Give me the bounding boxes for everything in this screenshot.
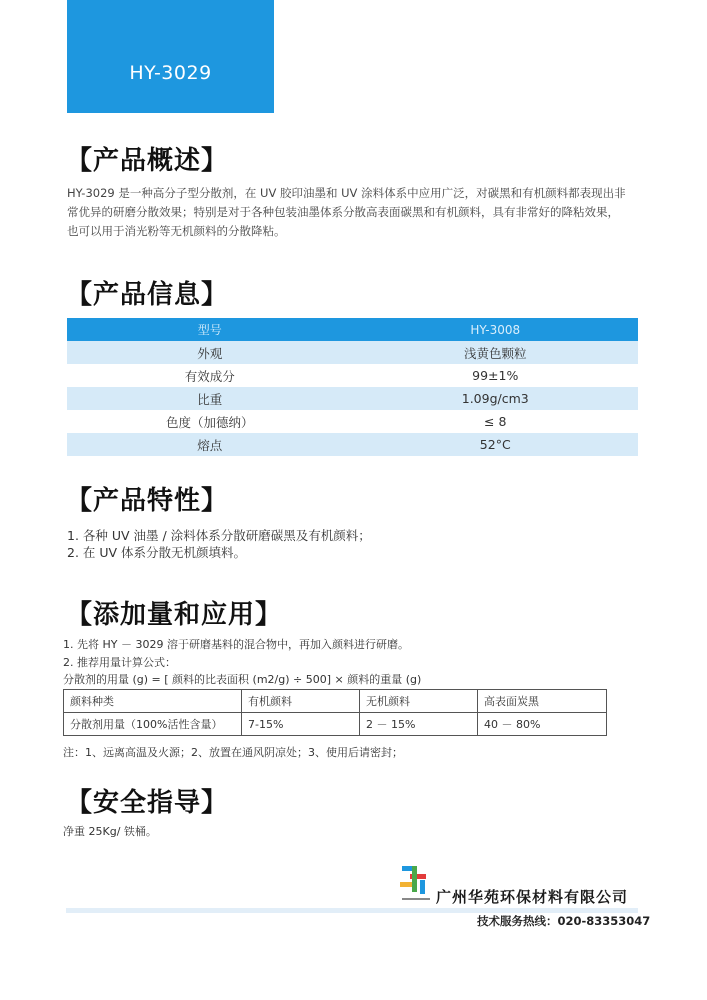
info-label: 色度（加德纳）: [165, 414, 254, 430]
overview-line: 常优异的研磨分散效果；特别是对于各种包装油墨体系分散高表面碳黑和有机颜料，具有非常好的降粘效果，: [67, 205, 619, 219]
feature-item: 2. 在 UV 体系分散无机颜填料。: [67, 545, 247, 560]
info-label: 外观: [67, 341, 353, 364]
table-cell: 7-15%: [242, 713, 360, 736]
product-info-table: [67, 318, 638, 456]
dosage-formula: 分散剂的用量 (g) = [ 颜料的比表面积 (m2/g) ÷ 500] × 颜料的重量 (g): [63, 673, 422, 686]
table-header-cell: 无机颜料: [360, 690, 478, 713]
product-code-banner: [67, 0, 274, 113]
dosage-table: [63, 689, 607, 736]
service-hotline: 技术服务热线：020-83353047: [477, 914, 651, 928]
info-value: HY-3008: [353, 318, 639, 341]
info-value: 浅黄色颗粒: [353, 341, 639, 364]
table-row: [67, 318, 638, 341]
application-title: 【添加量和应用】: [66, 600, 283, 630]
info-label: 型号: [67, 318, 353, 341]
company-logo-icon: [398, 862, 434, 908]
features-title: 【产品特性】: [66, 486, 229, 516]
table-row: [64, 713, 607, 736]
table-row: [67, 341, 638, 364]
info-value: 99±1%: [472, 368, 519, 383]
info-label: 熔点: [67, 433, 353, 456]
table-header-cell: 颜料种类: [64, 690, 242, 713]
overview-text: [67, 184, 647, 241]
table-row: [67, 387, 638, 410]
table-header-cell: 有机颜料: [242, 690, 360, 713]
overview-line: HY-3029 是一种高分子型分散剂，在 UV 胶印油墨和 UV 涂料体系中应用广泛，对碳黑和有机颜料都表现出非: [67, 186, 626, 200]
table-row: [67, 433, 638, 456]
table-header-cell: 高表面炭黑: [478, 690, 607, 713]
feature-item: 1. 各种 UV 油墨 / 涂料体系分散研磨碳黑及有机颜料；: [67, 528, 371, 543]
info-value: 52°C: [353, 433, 639, 456]
table-cell: 分散剂用量（100%活性含量）: [64, 713, 242, 736]
info-value: 1.09g/cm3: [353, 387, 639, 410]
table-row: [67, 410, 638, 433]
safety-title: 【安全指导】: [66, 788, 229, 818]
info-value: ≤ 8: [484, 414, 507, 429]
table-row: [64, 690, 607, 713]
company-name: 广州华苑环保材料有限公司: [436, 888, 629, 906]
info-label: 有效成分: [184, 368, 235, 384]
table-row: [67, 364, 638, 387]
product-code: HY-3029: [129, 62, 212, 84]
safety-text: 净重 25Kg/ 铁桶。: [63, 825, 157, 838]
application-note: 注：1、远离高温及火源；2、放置在通风阴凉处；3、使用后请密封；: [63, 746, 403, 759]
table-cell: 2 － 15%: [360, 713, 478, 736]
application-step: 1. 先将 HY － 3029 溶于研磨基料的混合物中，再加入颜料进行研磨。: [63, 638, 409, 651]
application-step: 2. 推荐用量计算公式：: [63, 656, 176, 669]
table-cell: 40 － 80%: [478, 713, 607, 736]
overview-line: 也可以用于消光粉等无机颜料的分散降粘。: [67, 224, 286, 238]
info-label: 比重: [67, 387, 353, 410]
overview-title: 【产品概述】: [66, 146, 229, 176]
info-title: 【产品信息】: [66, 280, 229, 310]
